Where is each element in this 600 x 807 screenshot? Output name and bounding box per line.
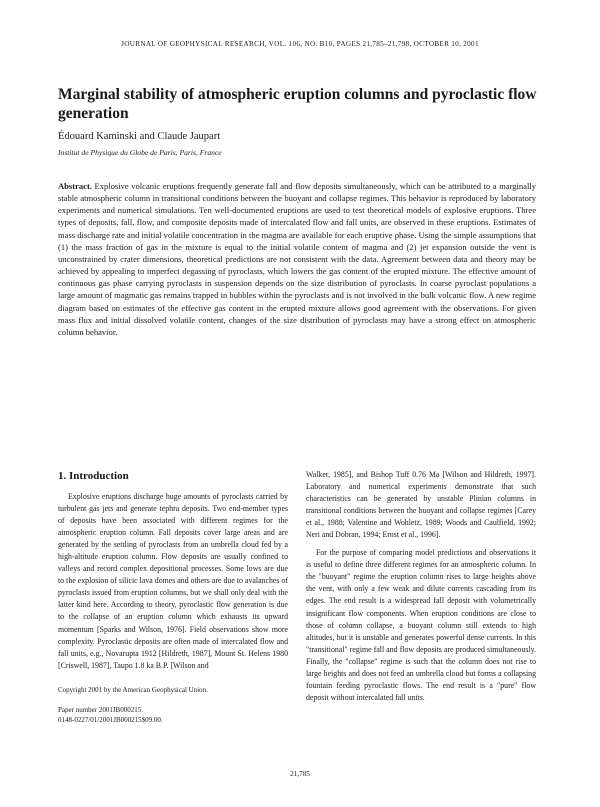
- copyright-footnote: [58, 685, 288, 726]
- paper-title: Marginal stability of atmospheric eruption columns and pyroclastic flow generation: [58, 86, 537, 122]
- left-column: [58, 469, 288, 672]
- copyright-line: Copyright 2001 by the American Geophysical Union.: [58, 686, 208, 694]
- abstract: [58, 180, 536, 338]
- intro-paragraph-1: Explosive eruptions discharge huge amounts of pyroclasts carried by turbulent gas jets and generate tephra deposits. Two end-member types of deposits have been associated with different regimes for the atmospheric eruption column. Fall deposits cover large areas and are generated by the settling of pyroclasts from an umbrella cloud fed by a high-altitude eruption column. Flow deposits are usually confined to valleys and record complex depositional processes. Some lows are due to the explosion of silicic lava domes and others are due to avalanches of pyroclasts issued from eruption columns, but we shall only deal with the latter kind here. According to theory, pyroclastic flow generation is due to the collapse of an eruption column which exhausts its upward momentum [Sparks and Wilson, 1976]. Field observations show more complexity. Pyroclastic deposits are often made of intercalated flow and fall units, e.g., Novarupta 1912 [Hildreth, 1987], Mount St. Helens 1980 [Criswell, 1987], Taupo 1.8 ka B.P. [Wilson and: [58, 492, 288, 670]
- page-number: 21,785: [290, 770, 310, 778]
- journal-header: JOURNAL OF GEOPHYSICAL RESEARCH, VOL. 106, NO. B10, PAGES 21,785–21,798, OCTOBER 10, 2001: [121, 40, 479, 48]
- intro-paragraph-2: For the purpose of comparing model predictions and observations it is useful to define three different regimes for an atmospheric column. In the "buoyant" regime the eruption column rises to large heights above the vent, with only a few weak and dilute currents cascading from its edges. The end result is a widespread fall deposit with volumetrically insignificant flow components. When eruption conditions are close to those of column collapse, a buoyant column still extends to high altitudes, but it is unstable and generates powerful dense currents. In this "transitional" regime fall and flow deposits are produced simultaneously. Finally, the "collapse" regime is such that the column does not rise to large heights and does not feed an umbrella cloud but forms a collapsing fountain feeding pyroclastic flows. The end result is a "pure" flow deposit without intercalated fall units.: [306, 548, 536, 702]
- section-heading-introduction: 1. Introduction: [58, 470, 129, 482]
- author-list: Édouard Kaminski and Claude Jaupart: [58, 131, 221, 142]
- abstract-text: Explosive volcanic eruptions frequently generate fall and flow deposits simultaneously, which can be attributed to a marginally stable atmospheric column in transitional conditions between the buoyant and collapse regimes. This behavior is reproduced by laboratory experiments and numerical simulations. Ten well-documented eruptions are used to test theoretical models of explosive eruptions. Three types of deposits, fall, flow, and composite deposits made of intercalated flow and fall units, are observed in these eruptions. Estimates of mass discharge rate and initial volatile concentration in the magma are available for each eruptive phase. Using the simple assumptions that (1) the mass fraction of gas in the mixture is equal to the initial volatile content of magma and (2) jet expansion outside the vent is unconstrained by crater dimensions, theoretical predictions are not consistent with the data. Agreement between data and theory may be achieved by appealing to imperfect degassing of pyroclasts, which lowers the gas content of the erupted mixture. The effective amount of continuous gas phase carrying pyroclasts in suspension depends on the size distribution of pyroclasts. In coarse pyroclast populations a large amount of magmatic gas remains trapped in bubbles within the pyroclasts and is not involved in the bulk volcanic flow. A new regime diagram based on estimates of the effective gas content in the erupted mixture allows good agreement with the observations. For given mass flux and initial dissolved volatile content, changes of the size distribution of pyroclasts may have a strong effect on atmospheric column behavior.: [58, 181, 536, 337]
- issn-line: 0148-0227/01/2001JB000215$09.00.: [58, 716, 163, 724]
- abstract-label: Abstract.: [58, 181, 92, 191]
- intro-paragraph-1-continued: Walker, 1985], and Bishop Tuff 0.76 Ma [Wilson and Hildreth, 1997]. Laboratory and numerical experiments demonstrate that such characteristics can be generated by unstable Plinian columns in transitional conditions between the buoyant and collapse regimes [Carey et al., 1988; Valentine and Wohletz, 1989; Woods and Caulfield, 1992; Neri and Dobran, 1994; Ernst et al., 1996].: [306, 470, 536, 540]
- paper-number: Paper number 2001JB000215.: [58, 705, 143, 714]
- author-affiliation: Institut de Physique du Globe de Paris, Paris, France: [58, 148, 222, 157]
- right-column: [306, 469, 536, 704]
